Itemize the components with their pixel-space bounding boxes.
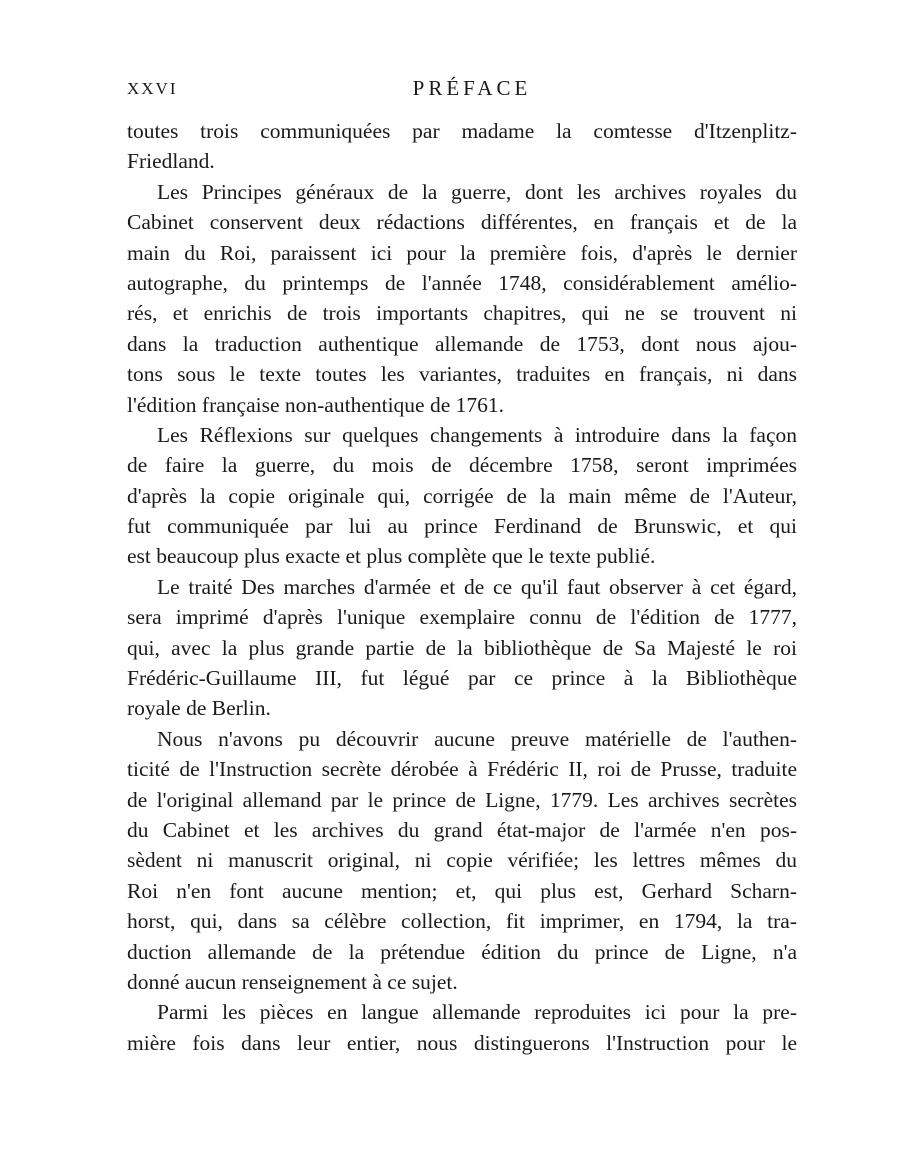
text-line: autographe, du printemps de l'année 1748, considérablement amélio- [127,270,797,295]
text-line: d'après la copie originale qui, corrigée de la main même de l'Auteur, [127,483,797,508]
text-line: donné aucun renseignement à ce sujet. [127,969,458,994]
text-line: main du Roi, paraissent ici pour la première fois, d'après le dernier [127,240,797,265]
text-line: Friedland. [127,149,215,174]
text-line: toutes trois communiquées par madame la comtesse d'Itzenplitz- [127,119,797,143]
text-line: ticité de l'Instruction secrète dérobée à Frédéric II, roi de Prusse, traduite [127,757,797,782]
text-line: Cabinet conservent deux rédactions différentes, en français et de la [127,210,797,235]
text-line: duction allemande de la prétendue édition du prince de Ligne, n'a [127,939,797,964]
text-line: du Cabinet et les archives du grand état-major de l'armée n'en pos- [127,817,797,842]
text-line: qui, avec la plus grande partie de la bibliothèque de Sa Majesté le roi [127,635,797,660]
text-line: sera imprimé d'après l'unique exemplaire connu de l'édition de 1777, [127,605,797,630]
paragraph [127,572,797,724]
text-line: l'édition française non-authentique de 1761. [127,392,505,417]
text-line: de faire la guerre, du mois de décembre 1758, seront imprimées [127,453,797,478]
text-line: Frédéric-Guillaume III, fut légué par ce prince à la Bibliothèque [127,666,797,691]
text-line: Les Principes généraux de la guerre, dont les archives royales du [157,179,797,204]
paragraph [127,420,797,572]
text-line: Le traité Des marches d'armée et de ce qu'il faut observer à cet égard, [157,574,797,599]
text-line: royale de Berlin. [127,696,271,721]
paragraph [127,116,797,177]
paragraph [127,997,797,1058]
text-line: tons sous le texte toutes les variantes, traduites en français, ni dans [127,362,797,387]
text-line: sèdent ni manuscrit original, ni copie vérifiée; les lettres mêmes du [127,848,797,873]
paragraph [127,177,797,420]
text-line: Parmi les pièces en langue allemande reproduites ici pour la pre- [157,1000,797,1025]
text-line: mière fois dans leur entier, nous distinguerons l'Instruction pour le [127,1030,797,1055]
text-line: Roi n'en font aucune mention; et, qui plus est, Gerhard Scharn- [127,878,797,903]
text-line: fut communiquée par lui au prince Ferdinand de Brunswic, et qui [127,514,797,539]
text-line: Nous n'avons pu découvrir aucune preuve matérielle de l'authen- [157,726,797,751]
page-title: PRÉFACE [412,76,532,100]
paragraph [127,724,797,998]
text-line: dans la traduction authentique allemande de 1753, dont nous ajou- [127,331,797,356]
body-text [127,116,797,1058]
text-line: Les Réflexions sur quelques changements à introduire dans la façon [157,422,797,447]
text-line: rés, et enrichis de trois importants chapitres, qui ne se trouvent ni [127,301,797,326]
text-line: est beaucoup plus exacte et plus complète que le texte publié. [127,544,656,569]
page-number: XXVI [127,79,178,98]
text-line: de l'original allemand par le prince de Ligne, 1779. Les archives secrètes [127,787,797,812]
running-head [127,76,797,104]
text-line: horst, qui, dans sa célèbre collection, fit imprimer, en 1794, la tra- [127,909,797,934]
